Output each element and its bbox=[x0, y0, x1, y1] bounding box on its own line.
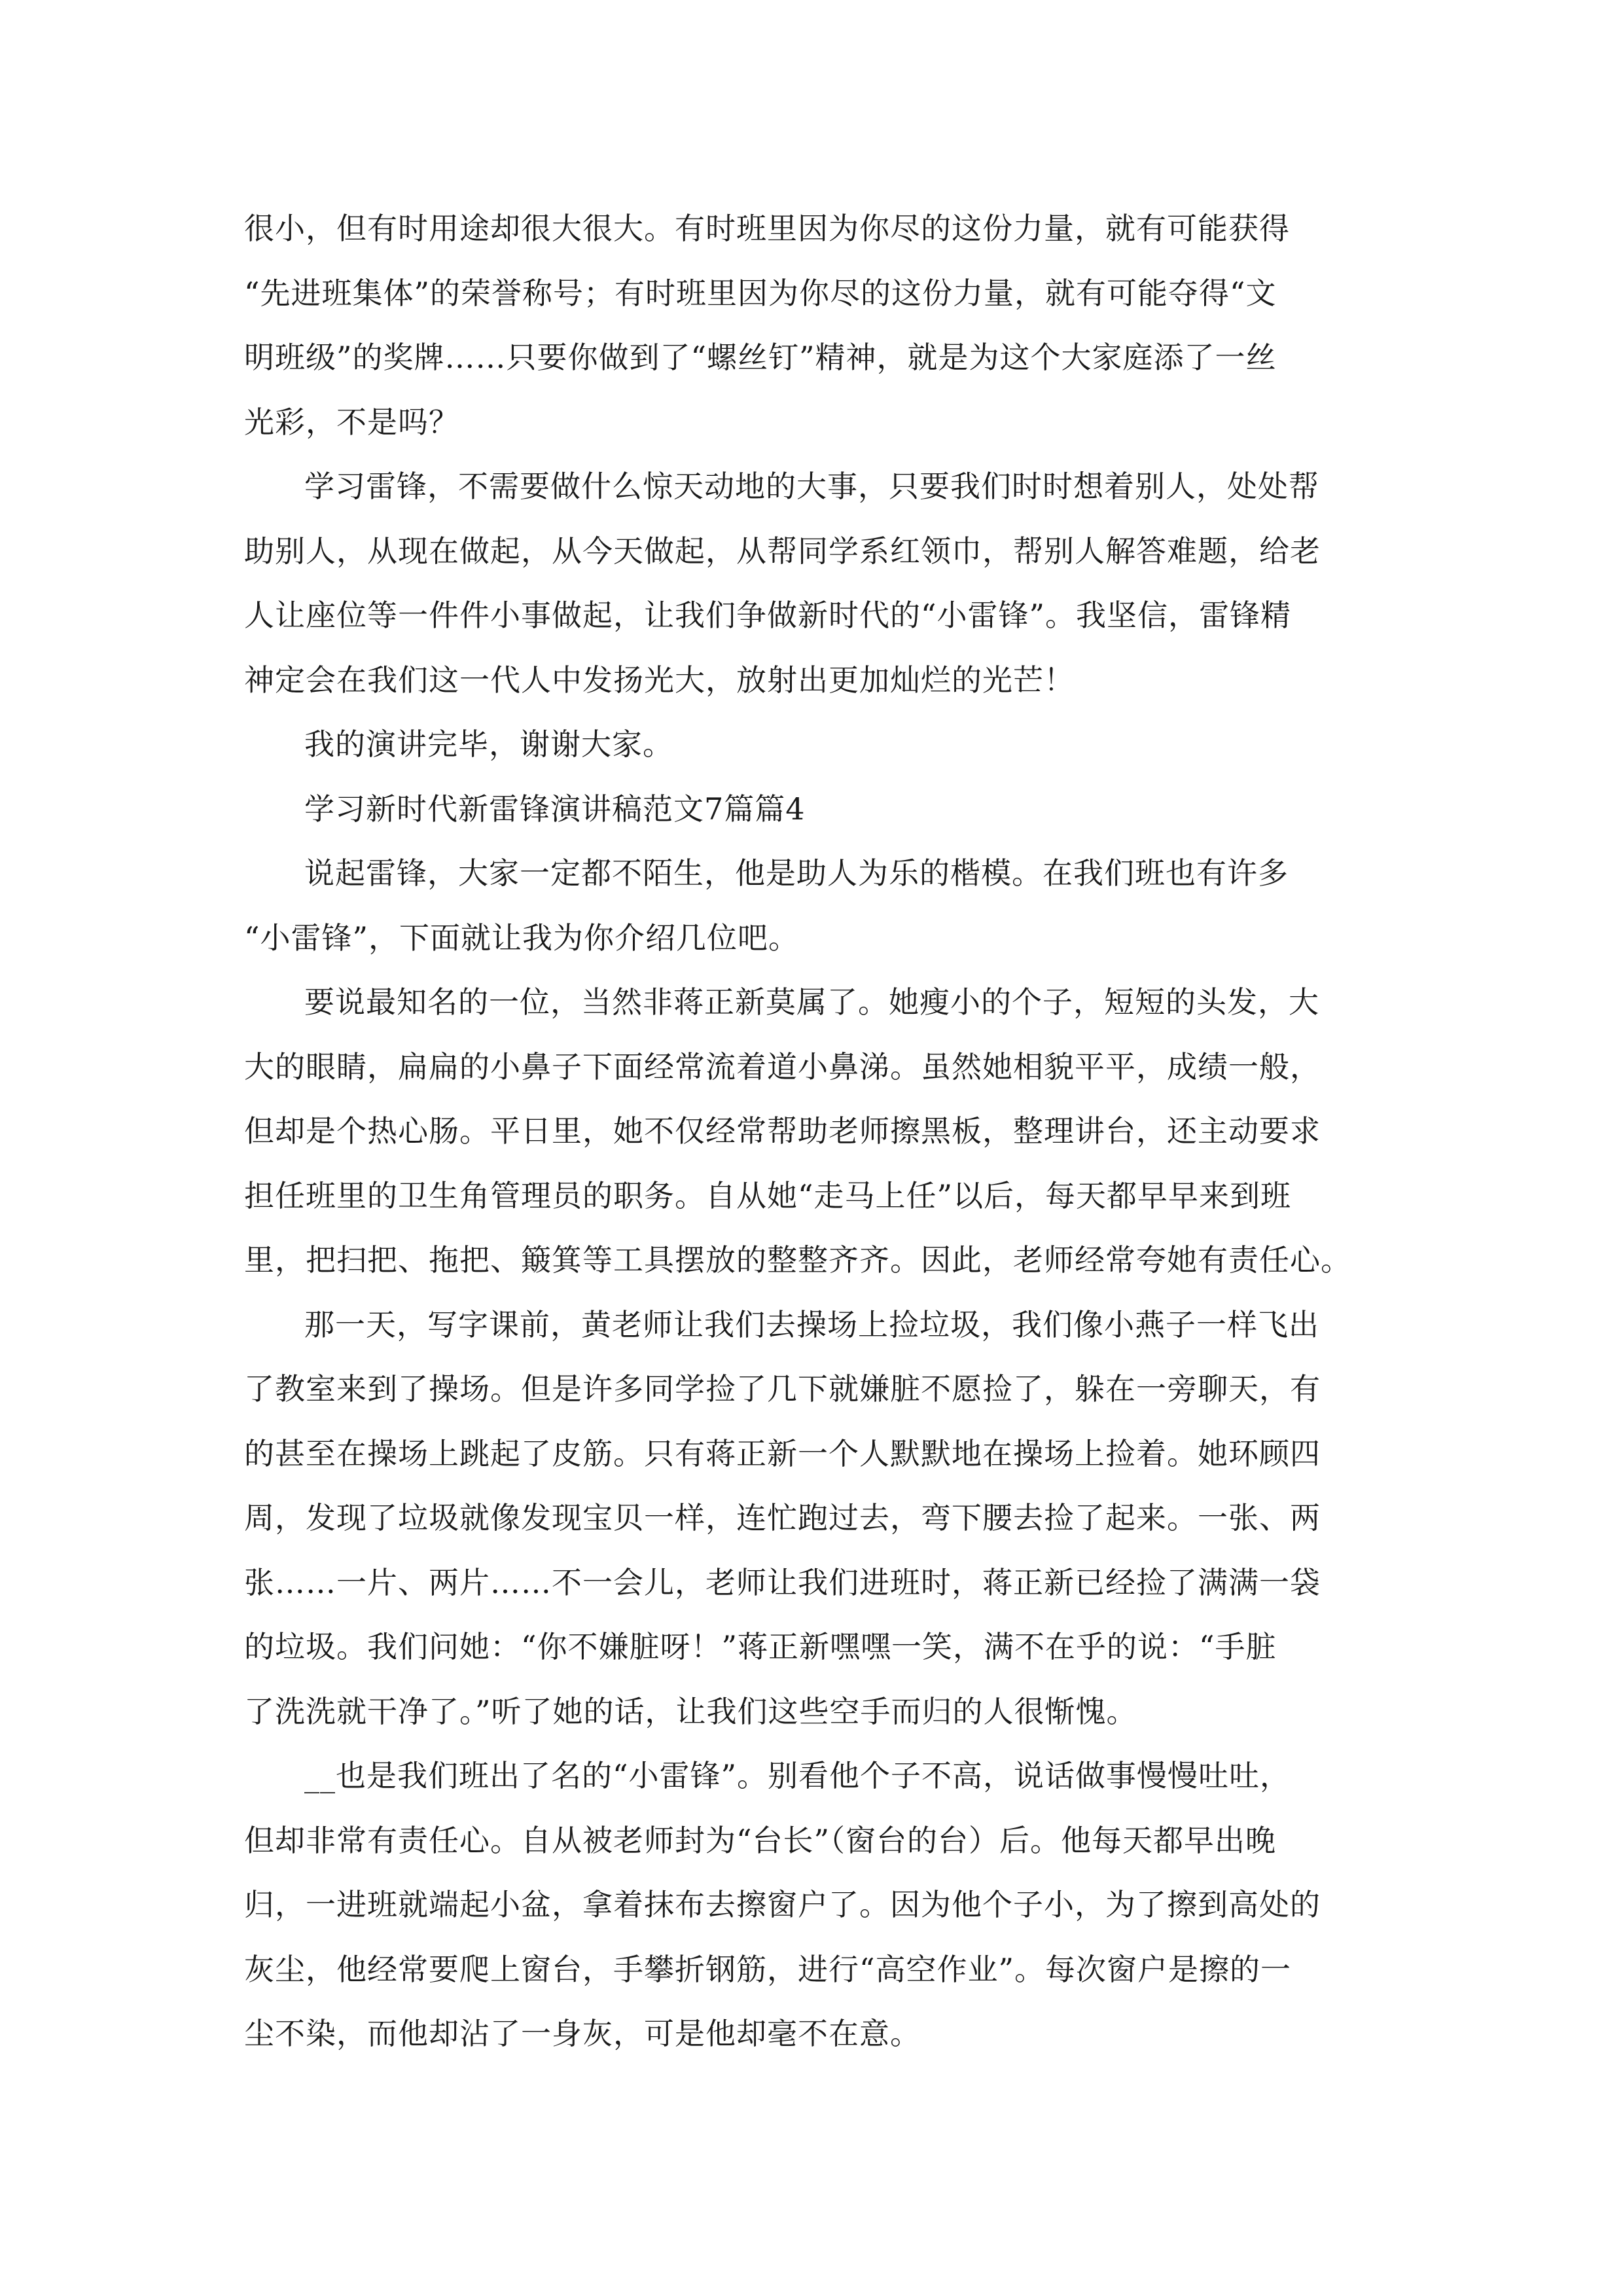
text-line: __也是我们班出了名的“小雷锋”。别看他个子不高，说话做事慢慢吐吐， bbox=[304, 1758, 1291, 1793]
text-line: 人让座位等一件件小事做起，让我们争做新时代的“小雷锋”。我坚信，雷锋精 bbox=[244, 598, 1292, 633]
text-line: 尘不染，而他却沾了一身灰，可是他却毫不在意。 bbox=[244, 2016, 921, 2051]
text-line: “先进班集体”的荣誉称号；有时班里因为你尽的这份力量，就有可能夺得“文 bbox=[244, 275, 1277, 311]
text-line: 要说最知名的一位，当然非蒋正新莫属了。她瘦小的个子，短短的头发，大 bbox=[304, 984, 1319, 1020]
paragraph bbox=[244, 1293, 1383, 1744]
text-line: 明班级”的奖牌……只要你做到了“螺丝钉”精神，就是为这个大家庭添了一丝 bbox=[244, 340, 1277, 375]
heading-text: 学习新时代新雷锋演讲稿范文7篇篇4 bbox=[304, 791, 806, 827]
text-line: 了洗洗就干净了。”听了她的话，让我们这些空手而归的人很惭愧。 bbox=[244, 1693, 1137, 1729]
text-line: 神定会在我们这一代人中发扬光大，放射出更加灿烂的光芒！ bbox=[244, 662, 1075, 698]
text-line: 的甚至在操场上跳起了皮筋。只有蒋正新一个人默默地在操场上捡着。她环顾四 bbox=[244, 1435, 1321, 1471]
text-line: 周，发现了垃圾就像发现宝贝一样，连忙跑过去，弯下腰去捡了起来。一张、两 bbox=[244, 1500, 1321, 1535]
text-line: 助别人，从现在做起，从今天做起，从帮同学系红领巾，帮别人解答难题，给老 bbox=[244, 533, 1321, 569]
text-line: 了教室来到了操场。但是许多同学捡了几下就嫌脏不愿捡了，躲在一旁聊天，有 bbox=[244, 1371, 1321, 1407]
text-line: 光彩，不是吗？ bbox=[244, 404, 459, 440]
text-line: 那一天，写字课前，黄老师让我们去操场上捡垃圾，我们像小燕子一样飞出 bbox=[304, 1306, 1319, 1342]
section-heading bbox=[244, 777, 1383, 842]
text-line: 的垃圾。我们问她：“你不嫌脏呀！”蒋正新嘿嘿一笑，满不在乎的说：“手脏 bbox=[244, 1629, 1277, 1664]
document-body bbox=[244, 196, 1383, 2066]
text-line: 但却是个热心肠。平日里，她不仅经常帮助老师擦黑板，整理讲台，还主动要求 bbox=[244, 1113, 1321, 1149]
paragraph bbox=[244, 1744, 1383, 2066]
paragraph bbox=[244, 712, 1383, 777]
text-line: 担任班里的卫生角管理员的职务。自从她“走马上任”以后，每天都早早来到班 bbox=[244, 1177, 1292, 1213]
paragraph bbox=[244, 970, 1383, 1293]
text-line: 说起雷锋，大家一定都不陌生，他是助人为乐的楷模。在我们班也有许多 bbox=[304, 855, 1289, 891]
text-line: 我的演讲完毕，谢谢大家。 bbox=[304, 726, 673, 762]
text-line: 学习雷锋，不需要做什么惊天动地的大事，只要我们时时想着别人，处处帮 bbox=[304, 469, 1319, 504]
paragraph bbox=[244, 196, 1383, 454]
text-line: 张……一片、两片……不一会儿，老师让我们进班时，蒋正新已经捡了满满一袋 bbox=[244, 1564, 1321, 1600]
text-line: 但却非常有责任心。自从被老师封为“台长”（窗台的台）后。他每天都早出晚 bbox=[244, 1822, 1277, 1858]
text-line: 灰尘，他经常要爬上窗台，手攀折钢筋，进行“高空作业”。每次窗户是擦的一 bbox=[244, 1951, 1292, 1987]
text-line: 大的眼睛，扁扁的小鼻子下面经常流着道小鼻涕。虽然她相貌平平，成绩一般， bbox=[244, 1049, 1321, 1085]
text-line: 归，一进班就端起小盆，拿着抹布去擦窗户了。因为他个子小，为了擦到高处的 bbox=[244, 1887, 1321, 1922]
text-line: “小雷锋”，下面就让我为你介绍几位吧。 bbox=[244, 920, 800, 956]
paragraph bbox=[244, 454, 1383, 712]
paragraph bbox=[244, 841, 1383, 970]
text-line: 很小，但有时用途却很大很大。有时班里因为你尽的这份力量，就有可能获得 bbox=[244, 211, 1290, 246]
text-line: 里，把扫把、拖把、簸箕等工具摆放的整整齐齐。因此，老师经常夸她有责任心。 bbox=[244, 1242, 1351, 1278]
